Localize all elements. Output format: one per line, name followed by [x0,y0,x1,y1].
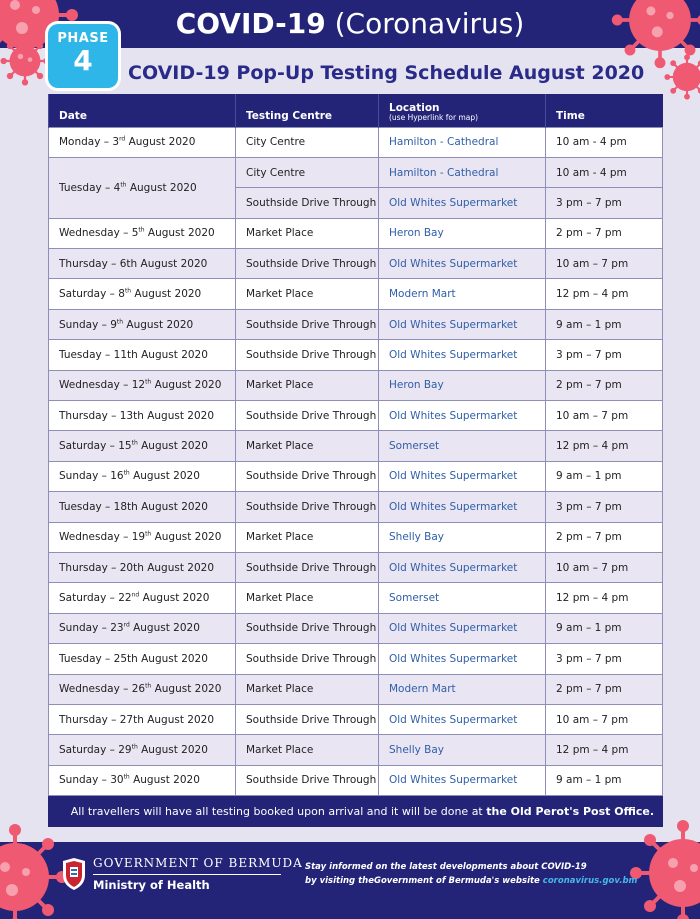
date-text: Tuesday – 4 [59,181,121,194]
date-text: Sunday – 16 [59,470,124,483]
date-month: August 2020 [131,288,202,301]
table-row [49,157,663,187]
page-title: COVID-19 Pop-Up Testing Schedule August 2020 [128,62,645,84]
website-link[interactable]: coronavirus.gov.bm [542,876,638,886]
time-cell: 3 pm – 7 pm [546,644,663,674]
column-header-time: Time [546,94,663,127]
date-ordinal: th [131,743,138,751]
virus-icon [0,822,70,919]
location-link[interactable]: Old Whites Supermarket [379,249,546,279]
location-link[interactable]: Old Whites Supermarket [379,461,546,491]
table-row [49,644,663,674]
location-link[interactable]: Hamilton - Cathedral [379,127,546,157]
time-cell: 10 am - 4 pm [546,127,663,157]
date-month: August 2020 [125,136,196,149]
date-ordinal: rd [119,135,126,143]
date-text: Tuesday – 11th August 2020 [59,348,208,361]
centre-cell: Southside Drive Through [236,188,379,218]
date-month: August 2020 [129,622,200,635]
date-month: August 2020 [144,227,215,240]
date-text: Wednesday – 26 [59,683,146,696]
table-row [49,492,663,522]
date-ordinal: th [124,287,132,295]
centre-cell: Southside Drive Through [236,644,379,674]
location-link[interactable]: Heron Bay [379,218,546,248]
virus-icon [628,818,700,919]
title-bold: COVID-19 [175,7,326,40]
time-cell: 12 pm – 4 pm [546,431,663,461]
date-text: Sunday – 23 [59,622,124,635]
date-text: Wednesday – 12 [59,379,146,392]
arrival-note-place: the Old Perot's Post Office. [486,804,654,818]
footer-info-text: by visiting theGovernment of Bermuda's website [305,876,543,886]
centre-cell: Market Place [236,583,379,613]
table-row [49,431,663,461]
location-link[interactable]: Old Whites Supermarket [379,613,546,643]
date-ordinal: nd [131,591,140,599]
time-cell: 2 pm – 7 pm [546,522,663,552]
table-row [49,552,663,582]
time-cell: 10 am - 4 pm [546,157,663,187]
time-cell: 2 pm – 7 pm [546,218,663,248]
government-name: GOVERNMENT OF BERMUDA [93,856,303,870]
time-cell: 3 pm – 7 pm [546,188,663,218]
date-cell [49,370,236,400]
centre-cell: Market Place [236,674,379,704]
time-cell: 3 pm – 7 pm [546,492,663,522]
location-link[interactable]: Modern Mart [379,674,546,704]
centre-cell: City Centre [236,157,379,187]
centre-cell: Southside Drive Through [236,765,379,795]
table-row [49,127,663,157]
time-cell: 12 pm – 4 pm [546,735,663,765]
location-link[interactable]: Old Whites Supermarket [379,309,546,339]
centre-cell: Southside Drive Through [236,552,379,582]
date-cell [49,765,236,795]
table-row [49,765,663,795]
date-cell [49,613,236,643]
bermuda-crest-icon [62,857,86,891]
date-ordinal: rd [123,621,130,629]
time-cell: 12 pm – 4 pm [546,583,663,613]
date-text: Wednesday – 19 [59,531,146,544]
phase-label: PHASE [57,31,109,46]
centre-cell: Market Place [236,522,379,552]
centre-cell: Market Place [236,279,379,309]
time-cell: 12 pm – 4 pm [546,279,663,309]
date-ordinal: th [145,682,152,690]
table-row [49,583,663,613]
date-ordinal: th [138,226,145,234]
schedule-table [48,94,663,827]
date-text: Thursday – 13th August 2020 [59,409,215,422]
table-row [49,279,663,309]
date-month: August 2020 [137,440,208,453]
date-text: Tuesday – 25th August 2020 [59,652,208,665]
schedule-body [49,127,663,796]
date-cell [49,735,236,765]
date-cell [49,218,236,248]
location-header-label: Location [389,101,440,114]
centre-cell: Southside Drive Through [236,249,379,279]
date-cell [49,704,236,734]
date-text: Saturday – 8 [59,288,125,301]
location-link[interactable]: Modern Mart [379,279,546,309]
location-link[interactable]: Old Whites Supermarket [379,492,546,522]
location-link[interactable]: Old Whites Supermarket [379,188,546,218]
time-cell: 10 am – 7 pm [546,704,663,734]
centre-cell: Southside Drive Through [236,309,379,339]
virus-icon [664,54,700,100]
date-month: August 2020 [151,531,222,544]
date-cell [49,127,236,157]
table-row [49,674,663,704]
table-row [49,461,663,491]
column-header-centre: Testing Centre [236,94,379,127]
divider [93,874,281,875]
table-row [49,735,663,765]
date-ordinal: th [145,378,152,386]
date-cell [49,431,236,461]
time-cell: 2 pm – 7 pm [546,674,663,704]
date-cell [49,461,236,491]
centre-cell: Southside Drive Through [236,340,379,370]
date-cell [49,522,236,552]
date-month: August 2020 [126,181,197,194]
date-cell [49,309,236,339]
ministry-name: Ministry of Health [93,878,210,892]
date-text: Tuesday – 18th August 2020 [59,500,208,513]
centre-cell: Market Place [236,370,379,400]
location-link[interactable]: Hamilton - Cathedral [379,157,546,187]
date-month: August 2020 [129,774,200,787]
time-cell: 10 am – 7 pm [546,552,663,582]
date-cell [49,340,236,370]
location-link[interactable]: Old Whites Supermarket [379,704,546,734]
centre-cell: Southside Drive Through [236,704,379,734]
date-cell [49,249,236,279]
centre-cell: Southside Drive Through [236,613,379,643]
date-cell [49,583,236,613]
centre-cell: Market Place [236,431,379,461]
arrival-note [49,796,663,827]
table-row [49,613,663,643]
date-ordinal: th [116,318,124,326]
phase-number: 4 [73,44,93,77]
column-header-date: Date [49,94,236,127]
date-month: August 2020 [123,318,194,331]
location-link[interactable]: Heron Bay [379,370,546,400]
footer-info [305,860,637,888]
date-cell [49,492,236,522]
table-row [49,401,663,431]
date-month: August 2020 [139,592,210,605]
date-month: August 2020 [129,470,200,483]
table-row [49,340,663,370]
location-link[interactable]: Old Whites Supermarket [379,401,546,431]
location-link[interactable]: Old Whites Supermarket [379,644,546,674]
time-cell: 2 pm – 7 pm [546,370,663,400]
date-text: Saturday – 22 [59,592,132,605]
location-link[interactable]: Shelly Bay [379,522,546,552]
location-link[interactable]: Somerset [379,431,546,461]
location-link[interactable]: Somerset [379,583,546,613]
date-text: Sunday – 9 [59,318,117,331]
table-header-row [49,94,663,127]
location-link[interactable]: Old Whites Supermarket [379,340,546,370]
date-text: Thursday – 27th August 2020 [59,713,215,726]
phase-badge [48,24,118,88]
centre-cell: Southside Drive Through [236,401,379,431]
time-cell: 3 pm – 7 pm [546,340,663,370]
title-rest: (Coronavirus) [325,7,525,40]
location-link[interactable]: Old Whites Supermarket [379,765,546,795]
date-cell [49,552,236,582]
date-month: August 2020 [151,683,222,696]
centre-cell: Southside Drive Through [236,492,379,522]
date-ordinal: th [131,439,138,447]
table-row [49,704,663,734]
date-text: Sunday – 30 [59,774,124,787]
table-row [49,370,663,400]
footer-info-line2 [305,874,637,888]
arrival-note-text: All travellers will have all testing booked upon arrival and it will be done at [70,804,487,818]
location-link[interactable]: Shelly Bay [379,735,546,765]
footer-info-line1: Stay informed on the latest developments about COVID-19 [305,862,587,872]
centre-cell: Southside Drive Through [236,461,379,491]
date-cell [49,401,236,431]
table-row [49,309,663,339]
date-text: Thursday – 20th August 2020 [59,561,215,574]
time-cell: 10 am – 7 pm [546,401,663,431]
date-text: Saturday – 15 [59,440,132,453]
column-header-location [379,94,546,127]
date-cell [49,157,236,218]
date-ordinal: th [123,773,130,781]
time-cell: 9 am – 1 pm [546,461,663,491]
date-ordinal: th [123,469,130,477]
date-cell [49,674,236,704]
time-cell: 10 am – 7 pm [546,249,663,279]
centre-cell: City Centre [236,127,379,157]
date-text: Monday – 3 [59,136,120,149]
table-row [49,249,663,279]
date-ordinal: th [120,181,127,189]
centre-cell: Market Place [236,735,379,765]
date-text: Saturday – 29 [59,744,132,756]
date-text: Wednesday – 5 [59,227,139,240]
date-month: August 2020 [151,379,222,392]
table-row [49,218,663,248]
table-row [49,522,663,552]
location-link[interactable]: Old Whites Supermarket [379,552,546,582]
date-cell [49,279,236,309]
time-cell: 9 am – 1 pm [546,765,663,795]
time-cell: 9 am – 1 pm [546,613,663,643]
date-text: Thursday – 6th August 2020 [59,257,208,270]
location-header-hint: (use Hyperlink for map) [389,112,479,122]
table-footer-row [49,796,663,827]
date-cell [49,644,236,674]
time-cell: 9 am – 1 pm [546,309,663,339]
date-month: August 2020 [137,744,208,756]
centre-cell: Market Place [236,218,379,248]
date-ordinal: th [145,530,152,538]
